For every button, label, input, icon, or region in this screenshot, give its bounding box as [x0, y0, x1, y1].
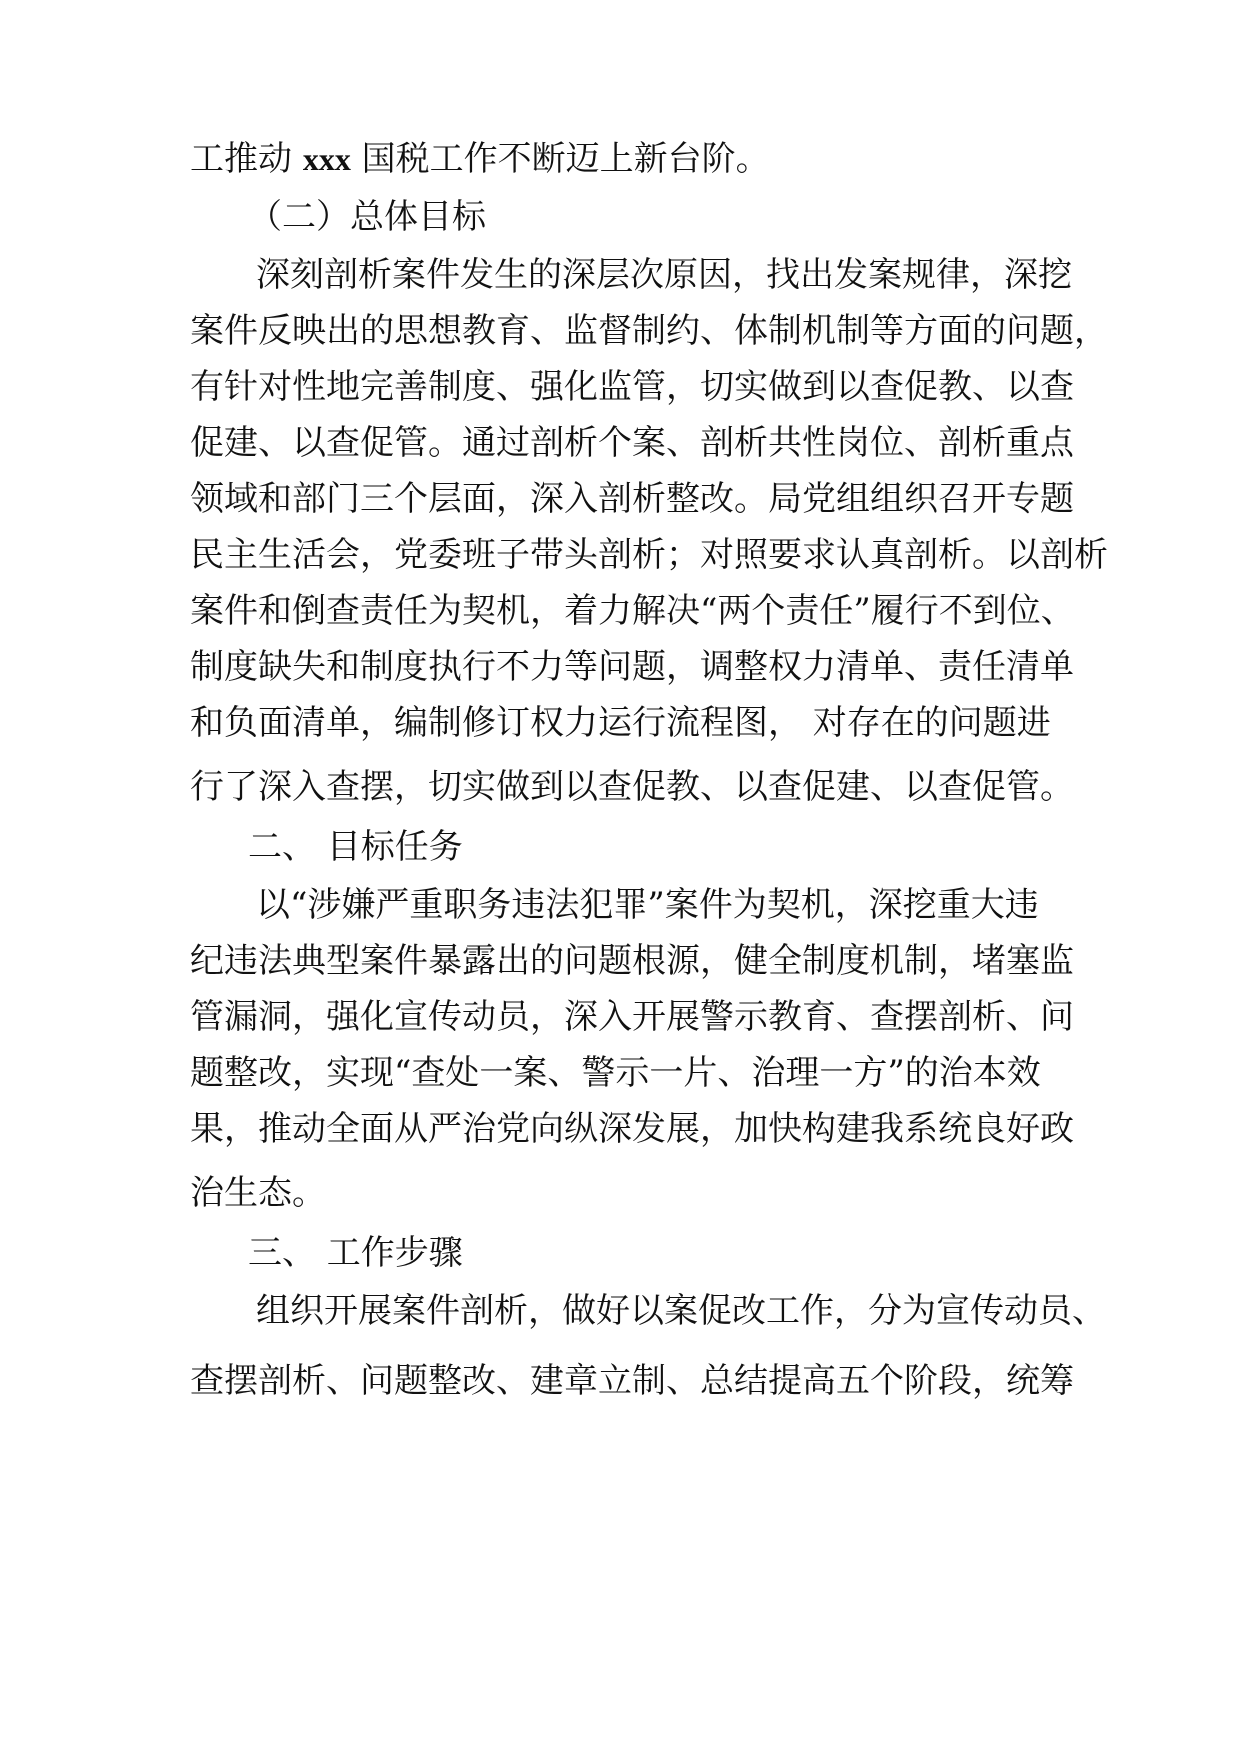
paragraph-line: 促建、以查促管。通过剖析个案、剖析共性岗位、剖析重点: [190, 423, 1074, 463]
section-subheading: （二）总体目标: [248, 197, 486, 237]
paragraph-line: 有针对性地完善制度、强化监管，切实做到以查促教、以查: [190, 367, 1074, 407]
paragraph-line: 组织开展案件剖析，做好以案促改工作，分为宣传动员、: [256, 1291, 1106, 1331]
paragraph-line: 治生态。: [190, 1173, 326, 1213]
paragraph-line: 题整改，实现“查处一案、警示一片、治理一方”的治本效: [190, 1053, 1041, 1093]
text-segment: 国税工作不断迈上新台阶。: [361, 139, 770, 179]
paragraph-line: 以“涉嫌严重职务违法犯罪”案件为契机，深挖重大违: [256, 885, 1039, 925]
section-heading: 二、 目标任务: [248, 827, 463, 867]
paragraph-line: 深刻剖析案件发生的深层次原因，找出发案规律，深挖: [256, 255, 1072, 295]
paragraph-line: 纪违法典型案件暴露出的问题根源，健全制度机制，堵塞监: [190, 941, 1074, 981]
paragraph-line: 民主生活会，党委班子带头剖析；对照要求认真剖析。以剖析: [190, 535, 1108, 575]
paragraph-line: 果，推动全面从严治党向纵深发展，加快构建我系统良好政: [190, 1109, 1074, 1149]
paragraph-line: 案件和倒查责任为契机，着力解决“两个责任”履行不到位、: [190, 591, 1075, 631]
paragraph-line: 案件反映出的思想教育、监督制约、体制机制等方面的问题，: [190, 311, 1108, 351]
paragraph-line: 管漏洞，强化宣传动员，深入开展警示教育、查摆剖析、问: [190, 997, 1074, 1037]
paragraph-line: 行了深入查摆，切实做到以查促教、以查促建、以查促管。: [190, 767, 1074, 807]
paragraph-line: 领域和部门三个层面，深入剖析整改。局党组组织召开专题: [190, 479, 1074, 519]
text-line: [190, 139, 770, 179]
text-segment: 工推动: [190, 139, 292, 179]
paragraph-line: 制度缺失和制度执行不力等问题，调整权力清单、责任清单: [190, 647, 1074, 687]
paragraph-line: 查摆剖析、问题整改、建章立制、总结提高五个阶段，统筹: [190, 1361, 1074, 1401]
redacted-placeholder: xxx: [302, 141, 351, 177]
section-heading: 三、 工作步骤: [248, 1233, 463, 1273]
paragraph-line: 和负面清单，编制修订权力运行流程图， 对存在的问题进: [190, 703, 1051, 743]
